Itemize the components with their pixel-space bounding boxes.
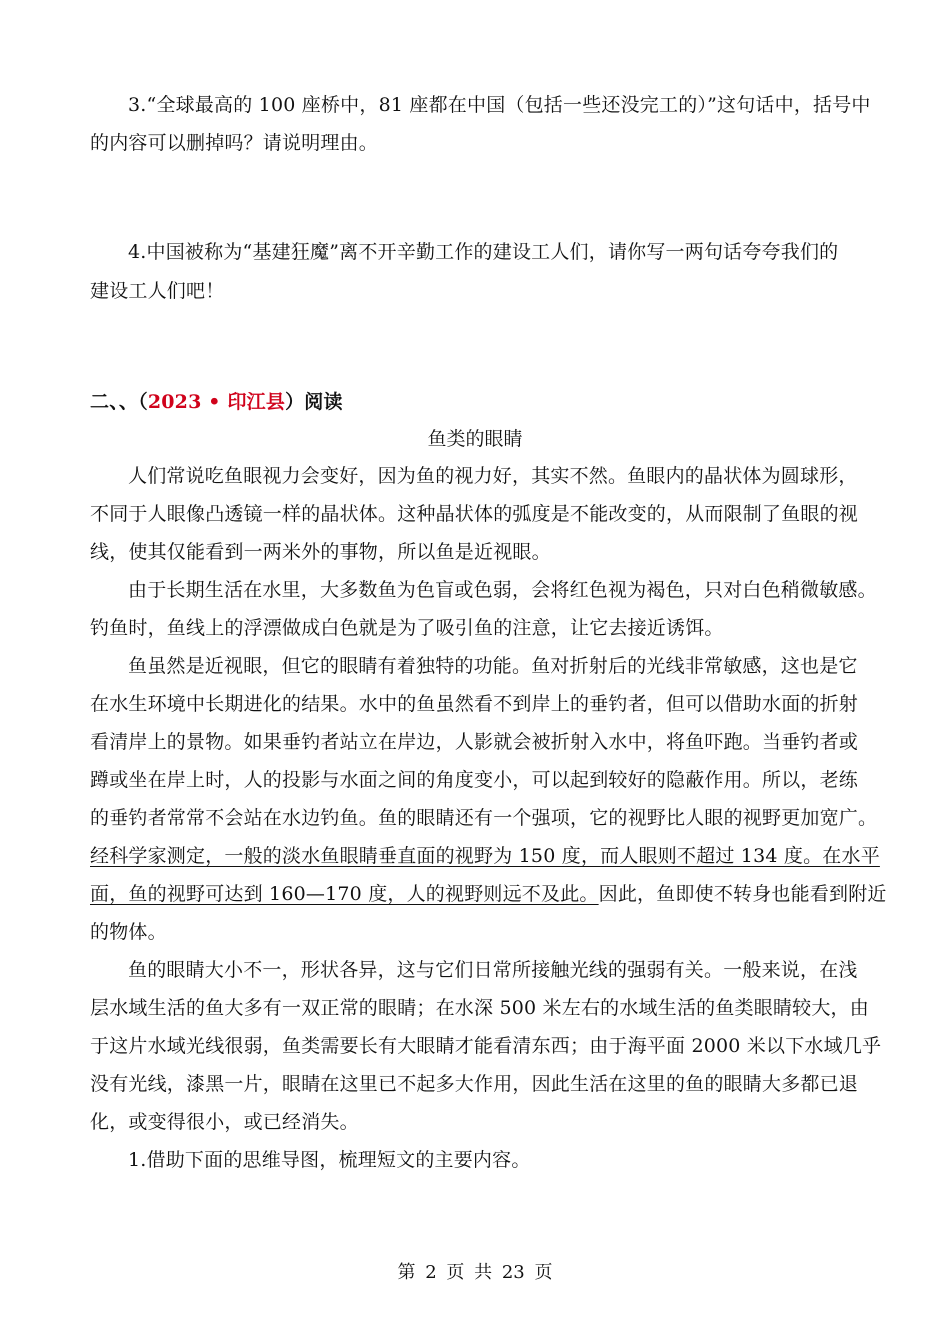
paragraph-4-line: 化，或变得很小，或已经消失。: [90, 1111, 359, 1133]
paragraph-4-line: 于这片水域光线很弱，鱼类需要长有大眼睛才能看清东西；由于海平面 2000 米以下水域几乎: [90, 1035, 882, 1057]
paragraph-3-line: 的垂钓者常常不会站在水边钓鱼。鱼的眼睛还有一个强项，它的视野比人眼的视野更加宽广。: [90, 807, 878, 829]
article-title: 鱼类的眼睛: [427, 428, 523, 450]
section-2-prefix: 二、、（: [90, 391, 148, 413]
paragraph-3-line: 的物体。: [90, 921, 167, 943]
paragraph-2-line: 钓鱼时，鱼线上的浮漂做成白色就是为了吸引鱼的注意，让它去接近诱饵。: [90, 617, 724, 639]
question-3-line-1: 3.“全球最高的 100 座桥中，81 座都在中国（包括一些还没完工的）”这句话中，括号中: [128, 94, 871, 116]
paragraph-4-line: 层水域生活的鱼大多有一双正常的眼睛；在水深 500 米左右的水域生活的鱼类眼睛较大，由: [90, 997, 869, 1019]
paragraph-3-underlined-segment: 面，鱼的视野可达到 160—170 度，人的视野则远不及此。: [90, 883, 599, 905]
paragraph-1-line: 线，使其仅能看到一两米外的事物，所以鱼是近视眼。: [90, 541, 551, 563]
question-4-line-2: 建设工人们吧！: [90, 280, 225, 302]
question-3-line-2: 的内容可以删掉吗？请说明理由。: [90, 132, 379, 154]
section-2-source: 2023 • 印江县: [147, 391, 286, 413]
paragraph-3-line: 看清岸上的景物。如果垂钓者站立在岸边，人影就会被折射入水中，将鱼吓跑。当垂钓者或: [90, 731, 859, 753]
section-2-suffix: ）阅读: [285, 391, 343, 413]
paragraph-1-line: 不同于人眼像凸透镜一样的晶状体。这种晶状体的弧度是不能改变的，从而限制了鱼眼的视: [90, 503, 859, 525]
paragraph-3-mixed-line: [90, 875, 887, 913]
paragraph-3-line: 在水生环境中长期进化的结果。水中的鱼虽然看不到岸上的垂钓者，但可以借助水面的折射: [90, 693, 859, 715]
paragraph-3-tail: 因此，鱼即使不转身也能看到附近: [598, 883, 887, 905]
paragraph-3-line: 鱼虽然是近视眼，但它的眼睛有着独特的功能。鱼对折射后的光线非常敏感，这也是它: [128, 655, 858, 677]
page-number-footer: 第 2 页 共 23 页: [397, 1262, 553, 1283]
paragraph-1-line: 人们常说吃鱼眼视力会变好，因为鱼的视力好，其实不然。鱼眼内的晶状体为圆球形，: [128, 465, 858, 487]
paragraph-4-line: 鱼的眼睛大小不一，形状各异，这与它们日常所接触光线的强弱有关。一般来说，在浅: [128, 959, 858, 981]
section-2-heading: [90, 383, 860, 421]
question-4-line-1: 4.中国被称为“基建狂魔”离不开辛勤工作的建设工人们，请你写一两句话夸夸我们的: [128, 241, 839, 263]
paragraph-3-underlined-line: 经科学家测定，一般的淡水鱼眼睛垂直面的视野为 150 度，而人眼则不超过 134 度。在水平: [90, 845, 880, 867]
paragraph-2-line: 由于长期生活在水里，大多数鱼为色盲或色弱，会将红色视为褐色，只对白色稍微敏感。: [128, 579, 877, 601]
sub-question-1: 1.借助下面的思维导图，梳理短文的主要内容。: [128, 1149, 531, 1171]
paragraph-3-line: 蹲或坐在岸上时，人的投影与水面之间的角度变小，可以起到较好的隐蔽作用。所以，老练: [90, 769, 859, 791]
paragraph-4-line: 没有光线，漆黑一片，眼睛在这里已不起多大作用，因此生活在这里的鱼的眼睛大多都已退: [90, 1073, 859, 1095]
